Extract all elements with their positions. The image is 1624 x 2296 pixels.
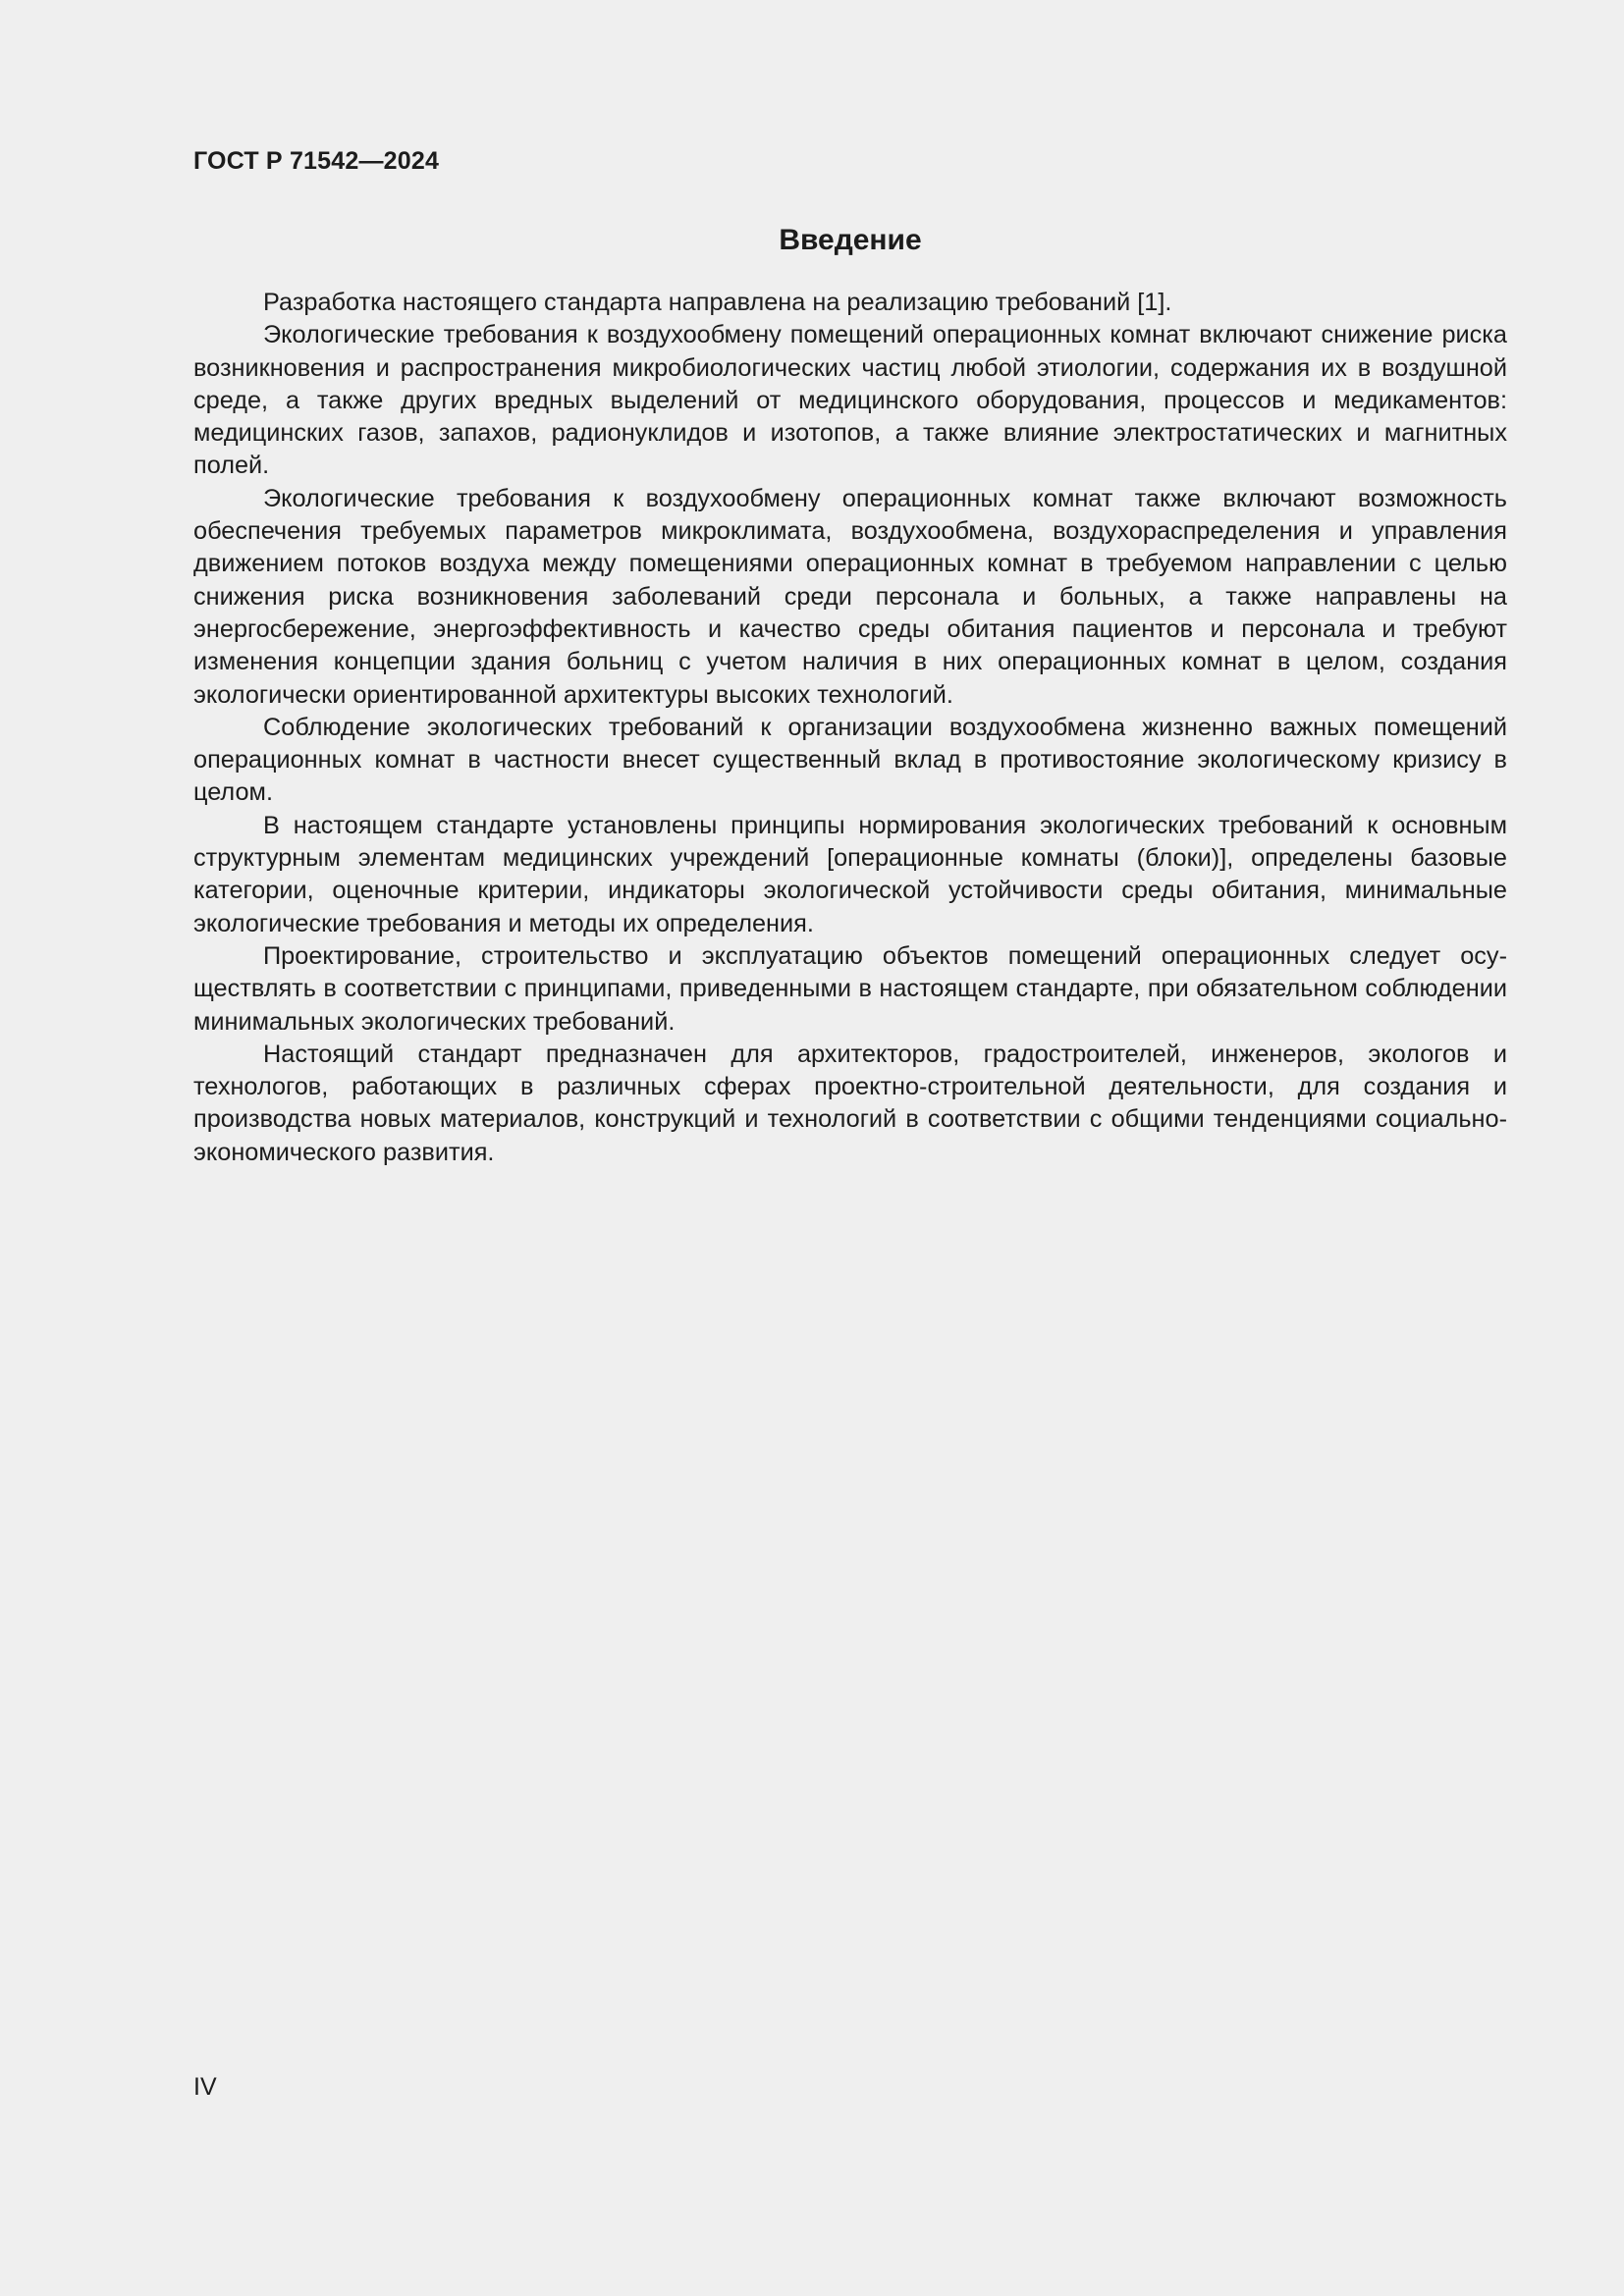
paragraph-3: Экологические требования к воздухообмену операционных комнат также включают возможность обеспечения требуемых параметров микроклимата, воздухообмена, воздухораспределения и управления движением потоков воздуха между помещениями операционных комнат в требуемом направлении с целью снижения риска возникновения заболеваний среди персонала и больных, а также направлены на энергосбережение, энергоэффективность и качество среды обитания пациентов и персонала и требуют изменения концепции здания больниц с учетом наличия в них операционных комнат в целом, создания экологически ориентированной архитектуры высоких технологий.: [193, 484, 1507, 709]
paragraph-1: Разработка настоящего стандарта направлена на реализацию требований [1].: [263, 289, 1172, 316]
standard-code-header: ГОСТ Р 71542—2024: [193, 147, 440, 175]
paragraph-7: Настоящий стандарт предназначен для архитекторов, градостроителей, инженеров, экологов и технологов, работающих в различных сферах проектно-строительной деятельности, для создания и производства новых материалов, конструкций и технологий в соответствии с общими тенденциями социально-экономического развития.: [193, 1040, 1507, 1166]
paragraph-6: Проектирование, строительство и эксплуатацию объектов помещений операционных следует осуществлять в соответствии с принципами, приведенными в настоящем стандарте, при обязательном соблюдении минимальных экологических требований.: [193, 941, 1507, 1036]
paragraph-4: Соблюдение экологических требований к организации воздухообмена жизненно важных помещений операционных комнат в частности внесет существенный вклад в противостояние экологическому кризису в целом.: [193, 713, 1507, 807]
section-title: Введение: [779, 224, 922, 256]
page-number: IV: [193, 2073, 217, 2101]
paragraph-2: Экологические требования к воздухообмену помещений операционных комнат включают снижение риска возникновения и распространения микробиологических частиц любой этиологии, содержания их в воздушной среде, а также других вредных выделений от медицинского оборудования, процессов и медикаментов: медицинских газов, запахов, радионуклидов и изотопов, а также влияние электростатических и магнитных полей.: [193, 321, 1507, 480]
paragraph-5: В настоящем стандарте установлены принципы нормирования экологических требований к основным структурным элементам медицинских учреждений [операционные комнаты (блоки)], определены базовые категории, оценочные критерии, индикаторы экологической устойчивости среды обитания, минимальные экологические требования и методы их определения.: [193, 811, 1507, 937]
section-body: [193, 287, 1507, 1169]
